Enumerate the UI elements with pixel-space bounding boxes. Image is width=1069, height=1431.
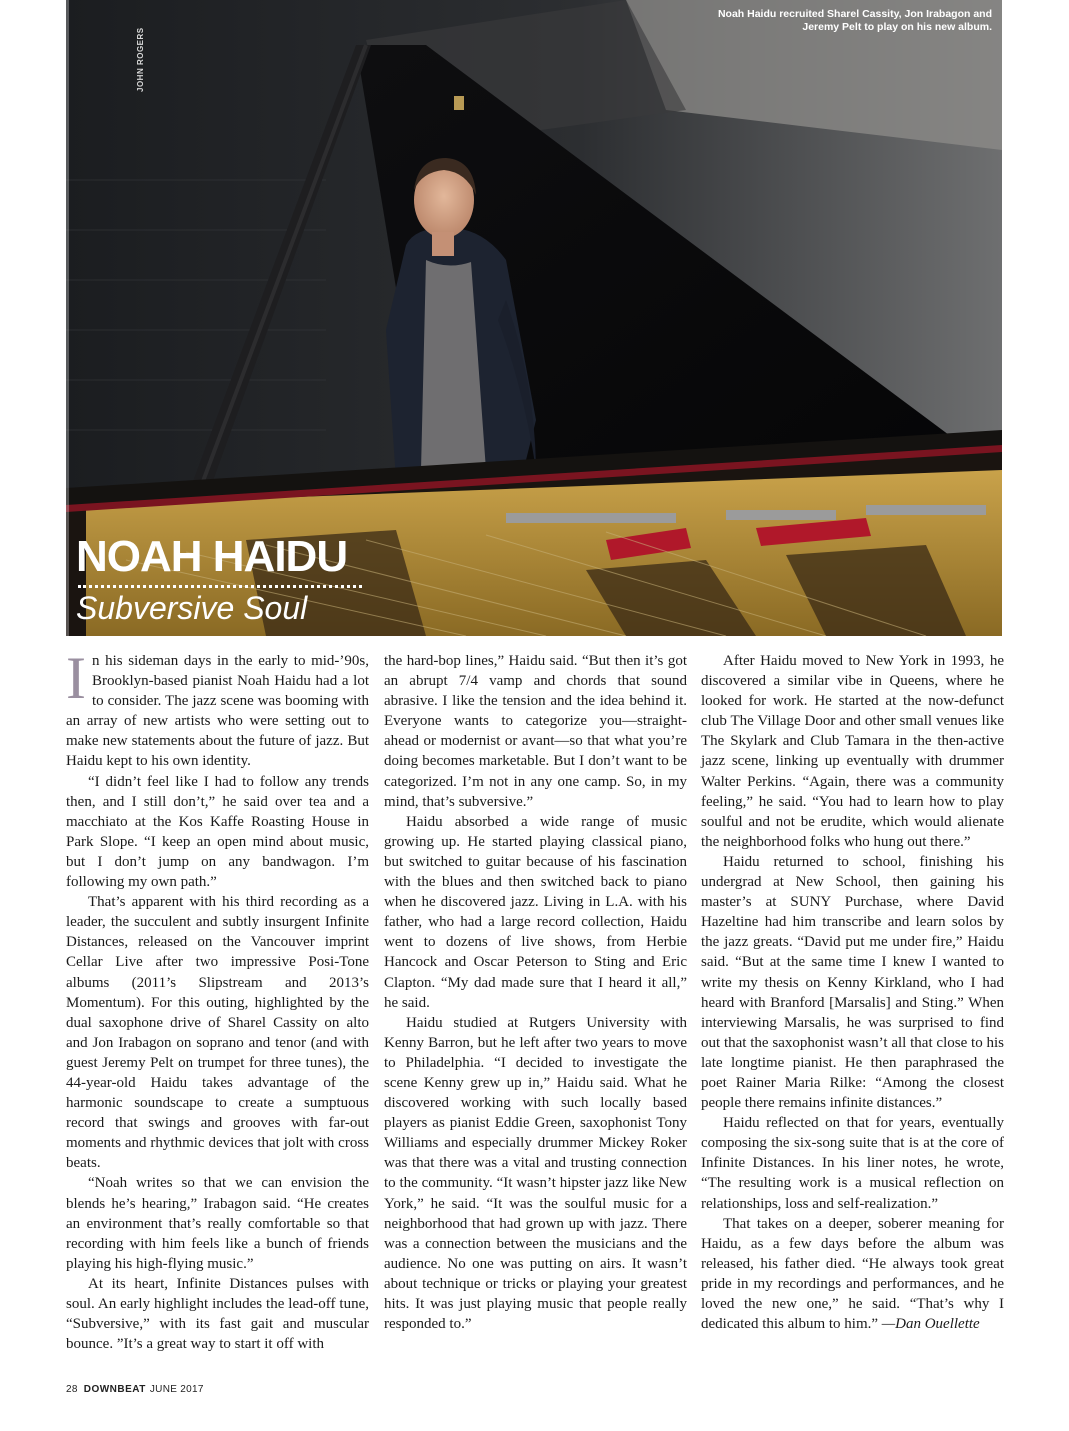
article-title: NOAH HAIDU bbox=[76, 532, 348, 581]
paragraph: That takes on a deeper, soberer meaning for Haidu, as a few days before the album was released, his father died. “He always took great pride in my recordings and performances, and he loved the new one,” he said. “That’s why I dedicated this album to him.” —Dan Ouellette bbox=[701, 1215, 1004, 1333]
paragraph: Haidu returned to school, finishing his undergrad at New School, then gaining his master’s at SUNY Purchase, where David Hazeltine had him transcribe and learn solos by the jazz greats. “David put me under fire,” Haidu said. “But at the same time I knew I wanted to write my thesis on Kenny Kirkland, who I had heard with Branford [Marsalis] and Sting.” When interviewing Marsalis, he was surprised to find out that the saxophonist wasn’t all that close to his late longtime pianist. He then paraphrased the poet Rainer Maria Rilke: “Among the closest people there remains infinite distances.” bbox=[701, 853, 1004, 1112]
issue-date: JUNE 2017 bbox=[149, 1384, 204, 1395]
paragraph: Haidu reflected on that for years, eventually composing the six-song suite that is at the core of Infinite Distances. In his liner notes, he wrote, “The resulting work is a musical reflection on relationships, loss and self-realization.” bbox=[701, 1115, 1004, 1212]
paragraph: “I didn’t feel like I had to follow any trends then, and I still don’t,” he said over tea and a macchiato at the Kos Kaffe Roasting House in Park Slope. “I keep an open mind about music, but I don’t jump on any bandwagon. I’m following my own path.” bbox=[66, 773, 369, 891]
paragraph: After Haidu moved to New York in 1993, he discovered a similar vibe in Queens, where he looked for work. He started at the now-defunct club The Village Door and other small venues like The Skylark and Club Tamara in the then-active jazz scene, linking up eventually with drummer Walter Perkins. “Again, there was a community feeling,” he said. “You had to learn how to play soulful and not be erudite, which would alienate the neighborhood folks who hung out there.” bbox=[701, 653, 1004, 850]
article-subtitle: Subversive Soul bbox=[76, 590, 308, 626]
magazine-name: DOWNBEAT bbox=[83, 1384, 146, 1395]
paragraph: Haidu studied at Rutgers University with Kenny Barron, but he left after two years to move to Philadelphia. “I decided to investigate the scene Kenny grew up in,” Haidu said. What he discovered working with such locally based players as pianist Eddie Green, saxophonist Tony Williams and especially drummer Mickey Roker was that there was a vital and trusting connection to the community. “It wasn’t hipster jazz like New York,” he said. “It was the soulful music for a neighborhood that had grown up with jazz. There was a connection between the musicians and the audience. No one was putting on airs. It wasn’t about technique or tricks or playing your greatest hits. It was just playing music that people really responded to.” bbox=[384, 1014, 687, 1333]
photo-caption: Noah Haidu recruited Sharel Cassity, Jon Irabagon and Jeremy Pelt to play on his new album. bbox=[717, 8, 992, 33]
paragraph: the hard-bop lines,” Haidu said. “But then it’s got an abrupt 7/4 vamp and chords that sound abrasive. I like the tension and the idea behind it. Everyone wants to categorize you—straight-ahead or modernist or avant—so that what you’re doing becomes marketable. But I don’t want to be categorized. I’m not in any one camp. So, in my mind, that’s subversive.” bbox=[384, 653, 687, 810]
article-column-1 bbox=[66, 645, 369, 1354]
paragraph: At its heart, Infinite Distances pulses with soul. An early highlight includes the lead-off tune, “Subversive,” with its fast gait and muscular bounce. ”It’s a great way to start it off with bbox=[66, 1275, 369, 1353]
paragraph: That’s apparent with his third recording as a leader, the succulent and subtly insurgent Infinite Distances, released on the Vancouver imprint Cellar Live after two impressive Posi-Tone albums (2011’s Slipstream and 2013’s Momentum). For this outing, highlighted by the dual saxophone drive of Sharel Cassity on alto and Jon Irabagon on soprano and tenor (and with guest Jeremy Pelt on trumpet for three tunes), the 44-year-old Haidu takes advantage of the harmonic soundscape to create a sumptuous record that swings and grooves with far-out moments and rhythmic devices that jolt with cross beats. bbox=[66, 894, 369, 1172]
drop-cap: I bbox=[66, 645, 86, 711]
photo-credit: JOHN ROGERS bbox=[136, 27, 145, 92]
hero-photo bbox=[66, 0, 1002, 636]
article-column-2 bbox=[384, 651, 687, 1334]
paragraph: Haidu absorbed a wide range of music growing up. He started playing classical piano, but switched to guitar because of his fascination with the blues and then switched back to piano when he discovered jazz. Living in L.A. with his father, who had a large record collection, Haidu went to dozens of live shows, from Herbie Hancock and Oscar Peterson to Sting and Eric Clapton. “My dad made sure that I heard it all,” he said. bbox=[384, 813, 687, 1011]
page-footer bbox=[66, 1384, 204, 1395]
paragraph: “Noah writes so that we can envision the blends he’s hearing,” Irabagon said. “He creates an environment that’s really comfortable so that recording with him feels like a bunch of friends playing his high-flying music.” bbox=[66, 1175, 369, 1272]
page-number: 28 bbox=[66, 1384, 78, 1395]
author-signature: —Dan Ouellette bbox=[881, 1316, 980, 1333]
paragraph: In his sideman days in the early to mid-’90s, Brooklyn-based pianist Noah Haidu had a lot to consider. The jazz scene was booming with an array of new artists who were setting out to make new statements about the future of jazz. But Haidu kept to his own identity. bbox=[66, 645, 369, 770]
article-column-3 bbox=[701, 651, 1004, 1334]
